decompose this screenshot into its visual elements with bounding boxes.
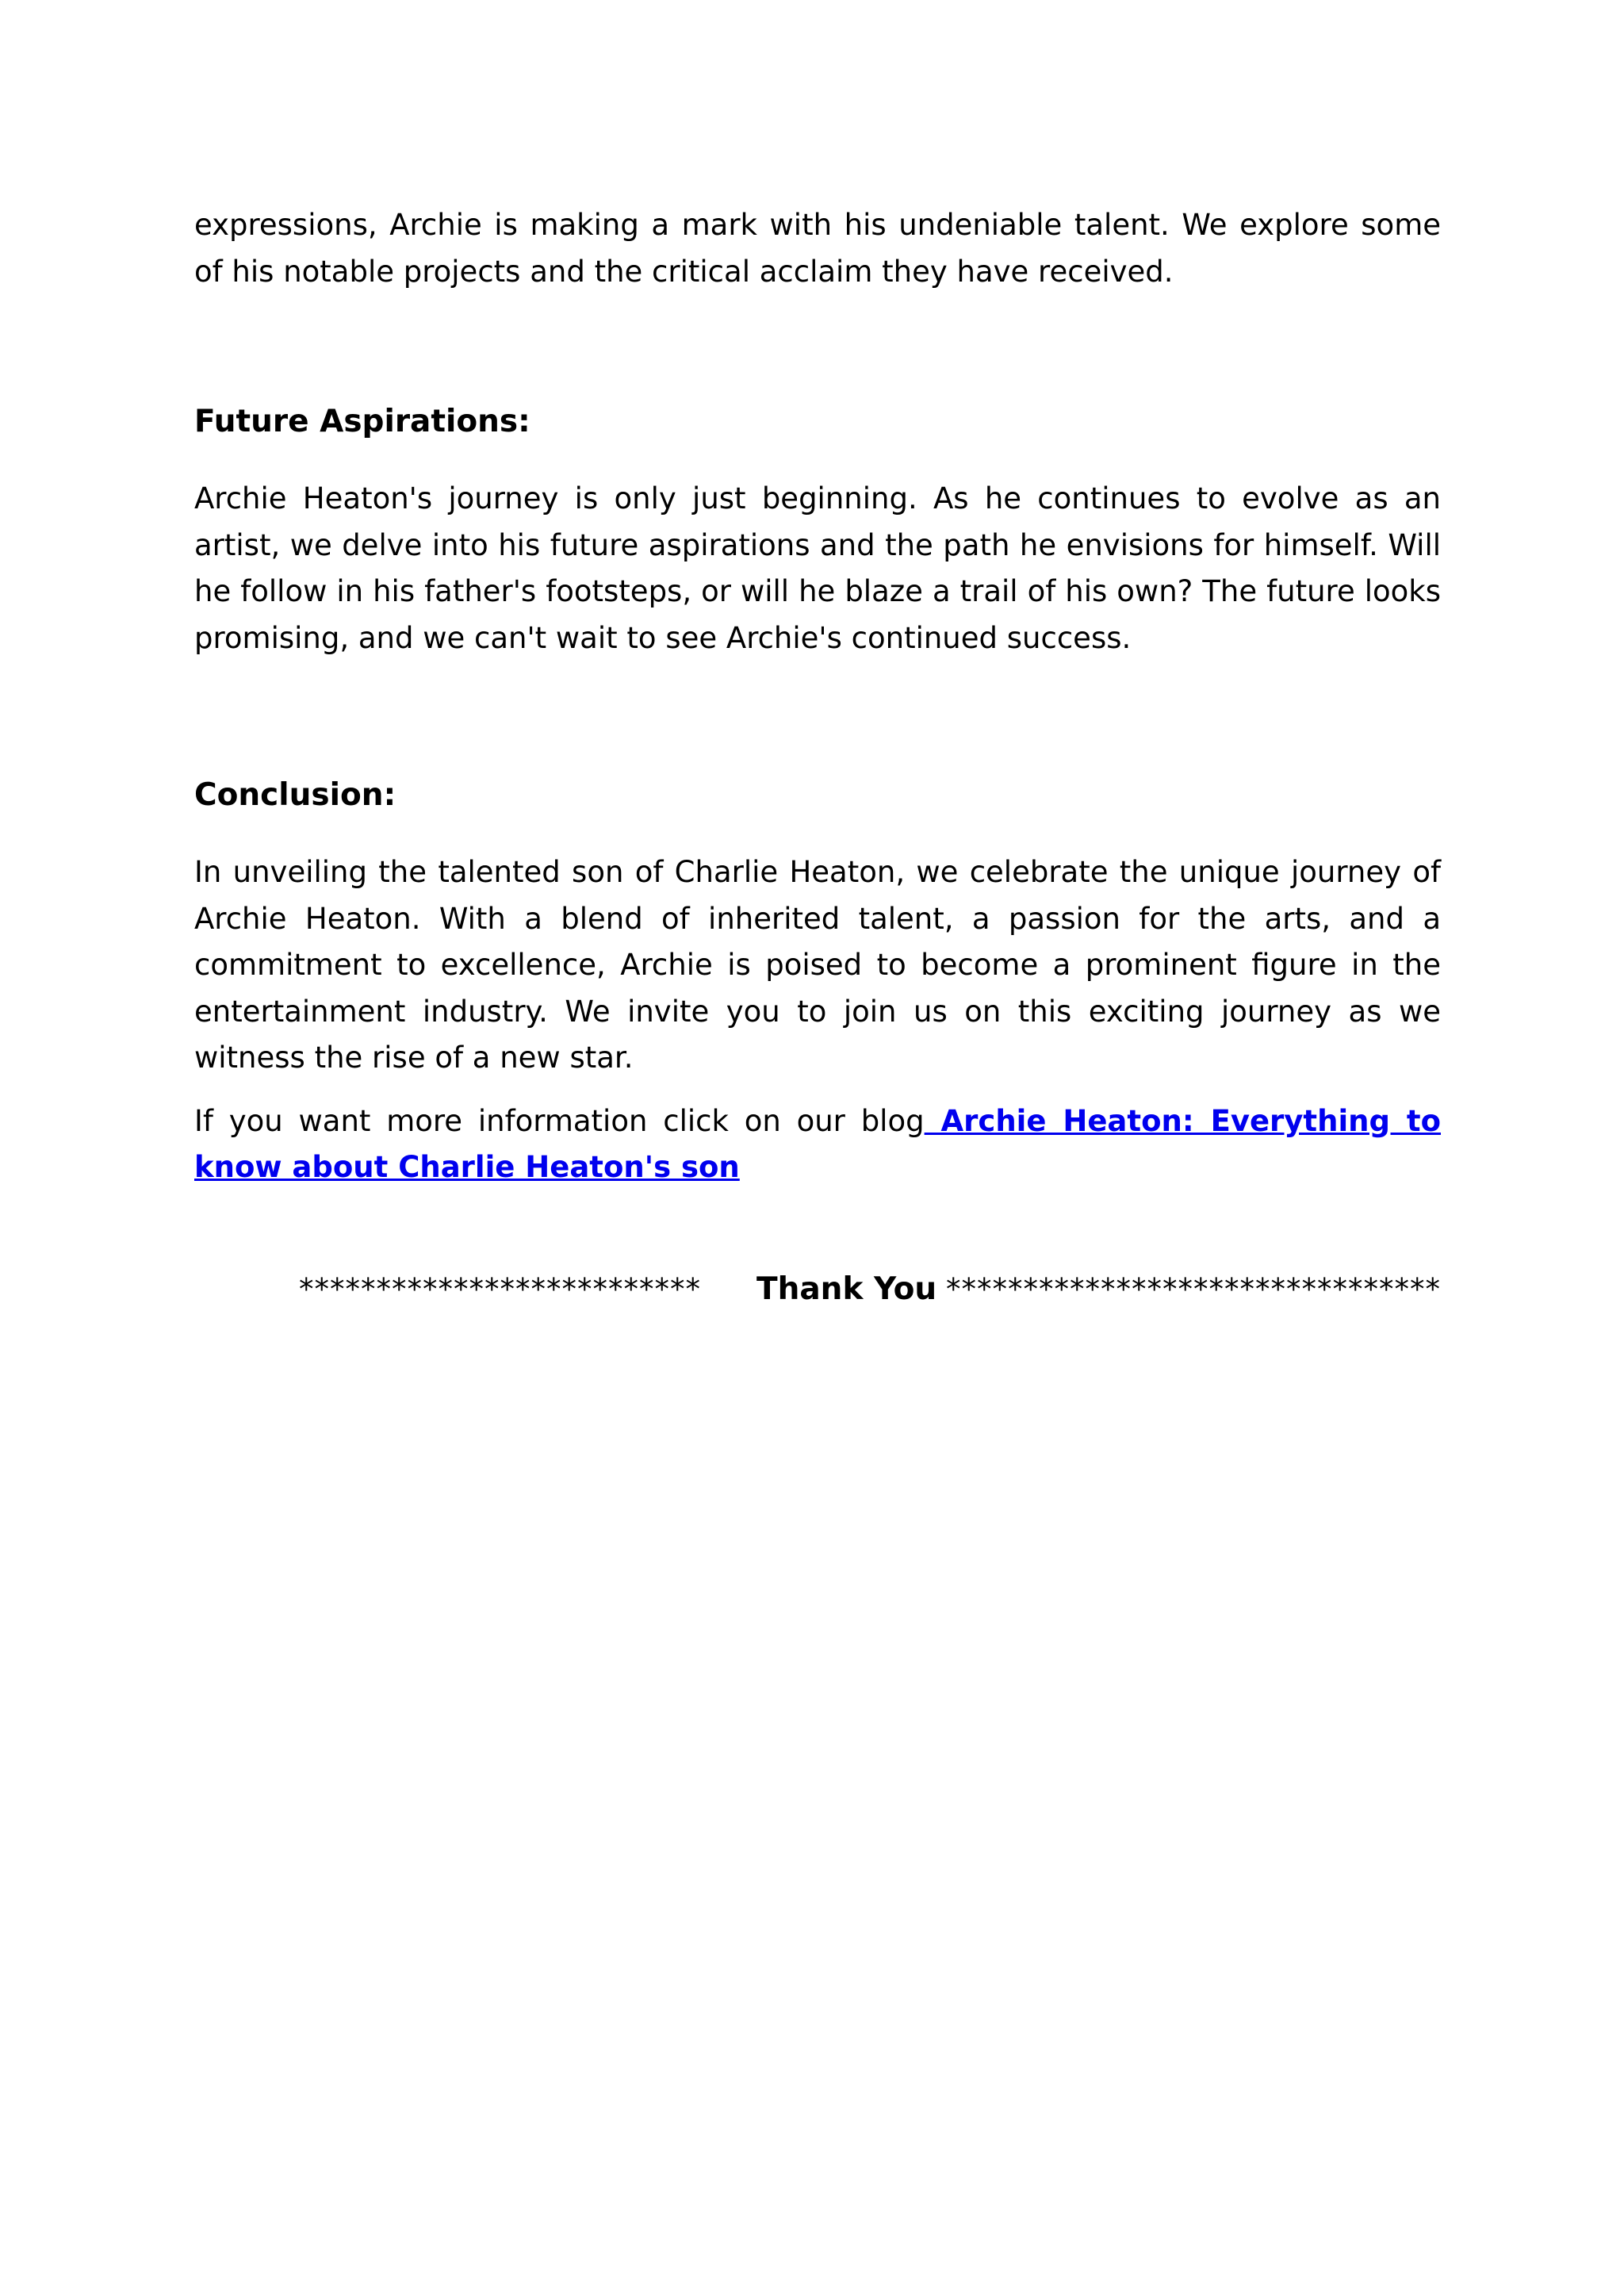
stars-right: ******************************** (945, 1272, 1441, 1306)
more-info-prefix: If you want more information click on our blog (194, 1103, 925, 1138)
thank-you-text: Thank You (756, 1271, 937, 1307)
more-info-paragraph (194, 1098, 1441, 1191)
blog-link[interactable]: Archie Heaton: Everything to know about Charlie Heaton's son (194, 1103, 1441, 1184)
future-aspirations-heading: Future Aspirations: (194, 404, 530, 439)
future-aspirations-paragraph: Archie Heaton's journey is only just beginning. As he continues to evolve as an artist, we delve into his future aspirations and the path he envisions for himself. Will he follow in his father's footsteps, or will he blaze a trail of his own? The future looks promising, and we can't wait to see Archie's continued success. (194, 481, 1441, 655)
document-body (194, 202, 1441, 1191)
thank-you-footer (299, 1267, 1441, 1313)
intro-paragraph: expressions, Archie is making a mark with his undeniable talent. We explore some of his notable projects and the critical acclaim they have received. (194, 208, 1441, 289)
conclusion-paragraph: In unveiling the talented son of Charlie Heaton, we celebrate the unique journey of Archie Heaton. With a blend of inherited talent, a passion for the arts, and a commitment to excellence, Archie is poised to become a prominent figure in the entertainment industry. We invite you to join us on this exciting journey as we witness the rise of a new star. (194, 855, 1441, 1075)
stars-left: ************************** (299, 1272, 701, 1306)
conclusion-heading: Conclusion: (194, 777, 396, 813)
